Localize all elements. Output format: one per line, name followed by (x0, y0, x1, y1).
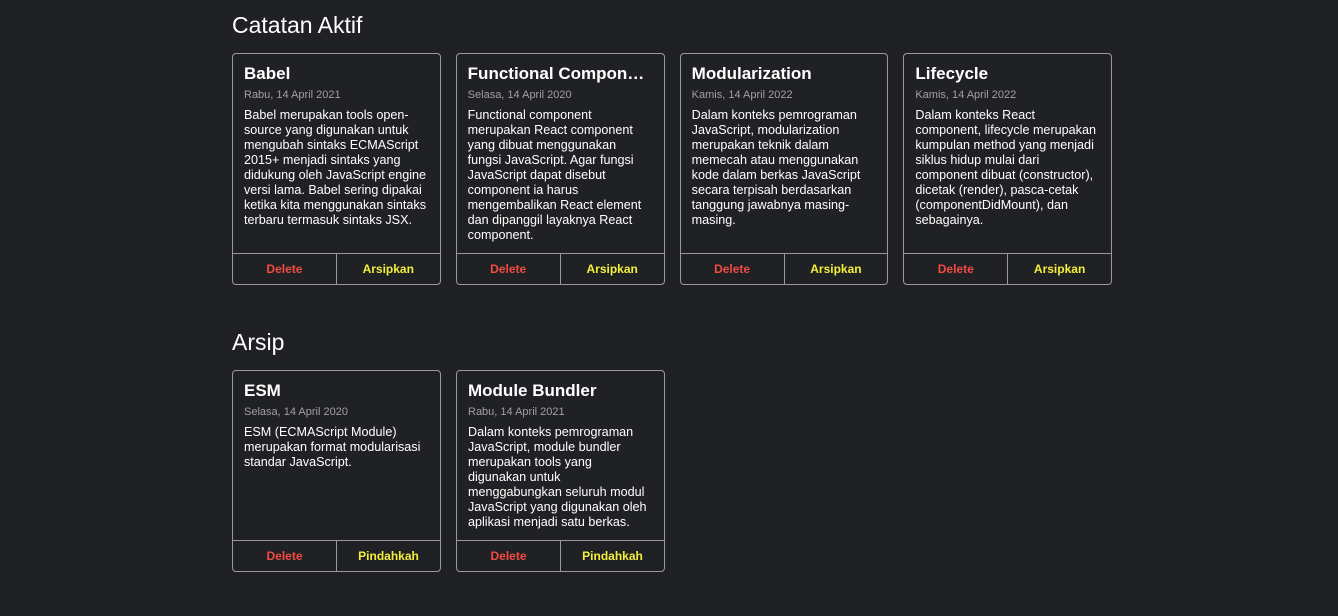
note-actions (233, 540, 440, 571)
section-heading: Catatan Aktif (232, 12, 363, 38)
note-actions (457, 253, 664, 284)
note-date: Rabu, 14 April 2021 (244, 89, 341, 101)
note-body: Dalam konteks pemrograman JavaScript, modularization merupakan teknik dalam memecah atau menggunakan kode dalam berkas JavaScript secara terpisah berdasarkan tanggung jawabnya masing-masing. (691, 108, 861, 227)
move-button[interactable]: Pindahkah (336, 541, 440, 571)
note-date: Kamis, 14 April 2022 (691, 89, 793, 101)
note-title: Functional Component (467, 64, 653, 83)
note-date: Rabu, 14 April 2021 (468, 406, 565, 418)
delete-button[interactable]: Delete (904, 254, 1007, 284)
note-body: Functional component merupakan React component yang dibuat menggunakan fungsi JavaScript. Agar fungsi JavaScript dapat disebut component ia harus mengembalikan React element dan dipanggil layaknya React component. (467, 108, 642, 242)
note-title: Module Bundler (468, 381, 597, 400)
note-card (680, 53, 889, 285)
note-date: Kamis, 14 April 2022 (915, 89, 1017, 101)
archive-button[interactable]: Arsipkan (336, 254, 440, 284)
archive-section (232, 329, 1112, 572)
note-body: Dalam konteks pemrograman JavaScript, module bundler merupakan tools yang digunakan untuk menggabungkan seluruh modul JavaScript yang digunakan oleh aplikasi menjadi satu berkas. (468, 425, 647, 529)
note-title: Lifecycle (915, 64, 989, 83)
note-actions (681, 253, 888, 284)
note-content (233, 54, 440, 253)
note-actions (233, 253, 440, 284)
delete-button[interactable]: Delete (233, 254, 336, 284)
note-title: Modularization (691, 64, 812, 83)
note-actions (457, 540, 664, 571)
delete-button[interactable]: Delete (457, 254, 560, 284)
note-body: Dalam konteks React component, lifecycle merupakan kumpulan method yang menjadi siklus hidup mulai dari component dibuat (constructor), dicetak (render), pasca-cetak (componentDidMount), dan sebagainya. (915, 108, 1096, 227)
note-date: Selasa, 14 April 2020 (467, 89, 572, 101)
delete-button[interactable]: Delete (457, 541, 560, 571)
section-heading: Arsip (232, 329, 285, 355)
delete-button[interactable]: Delete (233, 541, 336, 571)
note-body: ESM (ECMAScript Module) merupakan format modularisasi standar JavaScript. (244, 425, 421, 469)
note-title: Babel (244, 64, 291, 83)
notes-grid (232, 53, 1112, 285)
note-content (681, 54, 888, 253)
note-date: Selasa, 14 April 2020 (244, 406, 348, 418)
move-button[interactable]: Pindahkah (560, 541, 664, 571)
active-section (232, 12, 1112, 285)
archive-button[interactable]: Arsipkan (560, 254, 664, 284)
note-content (457, 371, 664, 540)
note-content (233, 371, 440, 540)
note-actions (904, 253, 1111, 284)
note-card (456, 53, 665, 285)
note-card (232, 53, 441, 285)
note-card (903, 53, 1112, 285)
note-card (456, 370, 665, 572)
note-title: ESM (244, 381, 281, 400)
notes-grid (232, 370, 1112, 572)
note-content (457, 54, 664, 253)
note-body: Babel merupakan tools open-source yang digunakan untuk mengubah sintaks ECMAScript 2015+ menjadi sintaks yang didukung oleh JavaScript engine versi lama. Babel sering dipakai ketika kita menggunakan sintaks terbaru termasuk sintaks JSX. (244, 108, 427, 227)
note-content (904, 54, 1111, 253)
archive-button[interactable]: Arsipkan (784, 254, 888, 284)
archive-button[interactable]: Arsipkan (1007, 254, 1111, 284)
delete-button[interactable]: Delete (681, 254, 784, 284)
note-card (232, 370, 441, 572)
